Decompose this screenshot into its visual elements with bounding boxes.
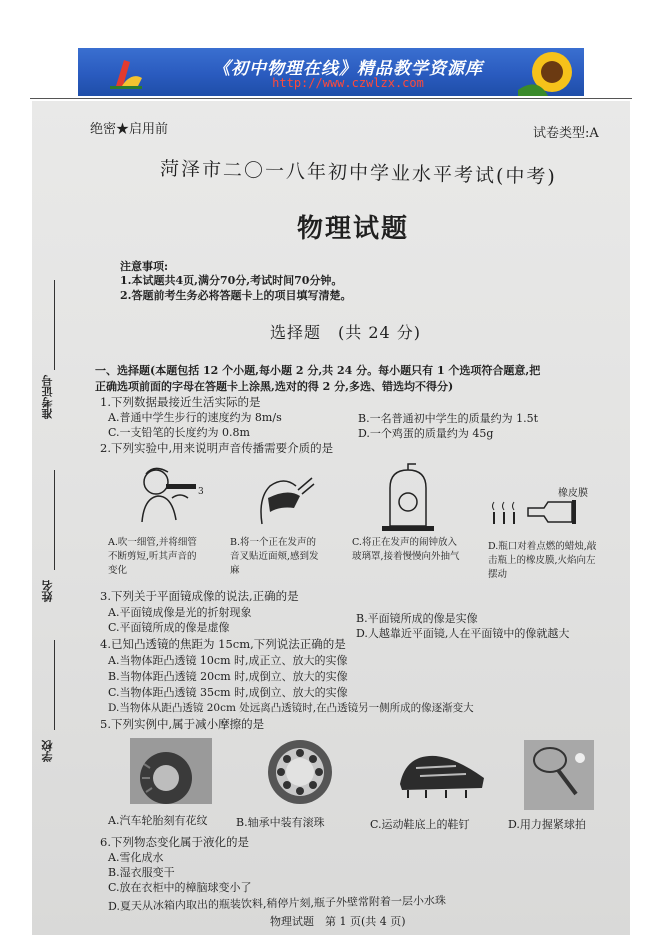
- question-1-stem: 1.下列数据最接近生活实际的是: [100, 395, 261, 409]
- question-5-stem: 5.下列实例中,属于减小摩擦的是: [100, 717, 265, 731]
- q4-option-d: D.当物体从距凸透镜 20cm 处远离凸透镜时,在凸透镜另一侧所成的像逐渐变大: [108, 702, 474, 714]
- name-line: [54, 470, 55, 570]
- q6-option-d: D.夏天从冰箱内取出的瓶装饮料,稍停片刻,瓶子外壁常附着一层小水珠: [107, 894, 447, 913]
- q2-option-c: C.将正在发声的闹钟放入玻璃罩,接着慢慢向外抽气: [352, 537, 460, 562]
- sunflower-icon: [518, 50, 582, 96]
- svg-text:3: 3: [198, 487, 204, 497]
- header-banner: [78, 48, 584, 96]
- q6-option-a: A.雪化成水: [108, 851, 164, 864]
- notes-heading: 注意事项:: [120, 260, 169, 273]
- exam-number-label: 准考证号: [41, 375, 54, 419]
- q3-option-c: C.平面镜所成的像是虚像: [108, 621, 230, 634]
- q6-option-b: B.湿衣服变干: [108, 866, 175, 879]
- blowing-tube-illustration: [128, 462, 208, 532]
- q2-option-b: B.将一个正在发声的音叉贴近面颊,感到发麻: [230, 537, 319, 576]
- question-4-stem: 4.已知凸透镜的焦距为 15cm,下列说法正确的是: [100, 637, 346, 651]
- q4-option-b: B.当物体距凸透镜 20cm 时,成倒立、放大的实像: [108, 670, 348, 683]
- tuning-fork-illustration: [248, 468, 320, 530]
- candle-bottle-illustration: [488, 494, 588, 530]
- name-label: 姓名: [41, 580, 54, 602]
- racket-grip-illustration: [524, 740, 594, 810]
- exam-number-line: [54, 280, 55, 370]
- tire-illustration: [130, 738, 212, 804]
- q4-option-a: A.当物体距凸透镜 10cm 时,成正立、放大的实像: [108, 654, 348, 667]
- section-instruction: 正确选项前面的字母在答题卡上涂黑,选对的得 2 分,多选、错选均不得分): [95, 380, 454, 393]
- spiked-shoe-illustration: [396, 744, 488, 806]
- q6-option-c: C.放在衣柜中的樟脑球变小了: [108, 881, 252, 894]
- question-2-stem: 2.下列实验中,用来说明声音传播需要介质的是: [100, 441, 334, 455]
- q5-option-c: C.运动鞋底上的鞋钉: [370, 818, 470, 831]
- note-item: 2.答题前考生务必将答题卡上的项目填写清楚。: [120, 289, 352, 302]
- section-title: 选择题 (共 24 分): [270, 323, 422, 342]
- banner-divider: [30, 98, 632, 99]
- bell-jar-illustration: [380, 462, 436, 534]
- q5-option-d: D.用力握紧球拍: [508, 818, 586, 831]
- q1-option-d: D.一个鸡蛋的质量约为 45g: [358, 427, 494, 440]
- q3-option-b: B.平面镜所成的像是实像: [356, 612, 478, 625]
- subject-title: 物理试题: [297, 214, 410, 244]
- rubber-film-label: 橡皮膜: [558, 488, 588, 499]
- page-footer: 物理试题 第 1 页(共 4 页): [270, 915, 406, 928]
- exam-title: 菏泽市二〇一八年初中学业水平考试(中考): [159, 157, 557, 189]
- q1-option-c: C.一支铅笔的长度约为 0.8m: [108, 426, 250, 439]
- secret-label: 绝密★启用前: [90, 122, 169, 137]
- q1-option-a: A.普通中学生步行的速度约为 8m/s: [108, 411, 282, 424]
- q2-option-a: A.吹一细管,并将细管不断剪短,听其声音的变化: [108, 537, 197, 576]
- q2-option-d: D.瓶口对着点燃的蜡烛,敲击瓶上的橡皮膜,火焰向左摆动: [488, 541, 597, 580]
- q1-option-b: B.一名普通初中学生的质量约为 1.5t: [358, 412, 538, 425]
- q3-option-d: D.人越靠近平面镜,人在平面镜中的像就越大: [356, 627, 570, 640]
- question-6-stem: 6.下列物态变化属于液化的是: [100, 835, 249, 849]
- q4-option-c: C.当物体距凸透镜 35cm 时,成倒立、放大的实像: [108, 686, 348, 699]
- section-instruction: 一、选择题(本题包括 12 个小题,每小题 2 分,共 24 分。每小题只有 1 个选项符合题意,把: [95, 364, 541, 377]
- school-line: [54, 640, 55, 730]
- note-item: 1.本试题共4页,满分70分,考试时间70分钟。: [120, 274, 343, 287]
- paper-type: 试卷类型:A: [533, 126, 599, 141]
- ball-bearing-illustration: [264, 736, 336, 808]
- banner-title: 《初中物理在线》精品教学资源库: [213, 59, 483, 79]
- logo-icon: [108, 56, 144, 90]
- question-3-stem: 3.下列关于平面镜成像的说法,正确的是: [100, 589, 299, 603]
- banner-url: http://www.czwlzx.com: [272, 76, 424, 90]
- q3-option-a: A.平面镜成像是光的折射现象: [108, 606, 252, 619]
- q5-option-a: A.汽车轮胎刻有花纹: [108, 814, 208, 827]
- q5-option-b: B.轴承中装有滚珠: [236, 816, 325, 829]
- school-label: 学校: [41, 740, 54, 762]
